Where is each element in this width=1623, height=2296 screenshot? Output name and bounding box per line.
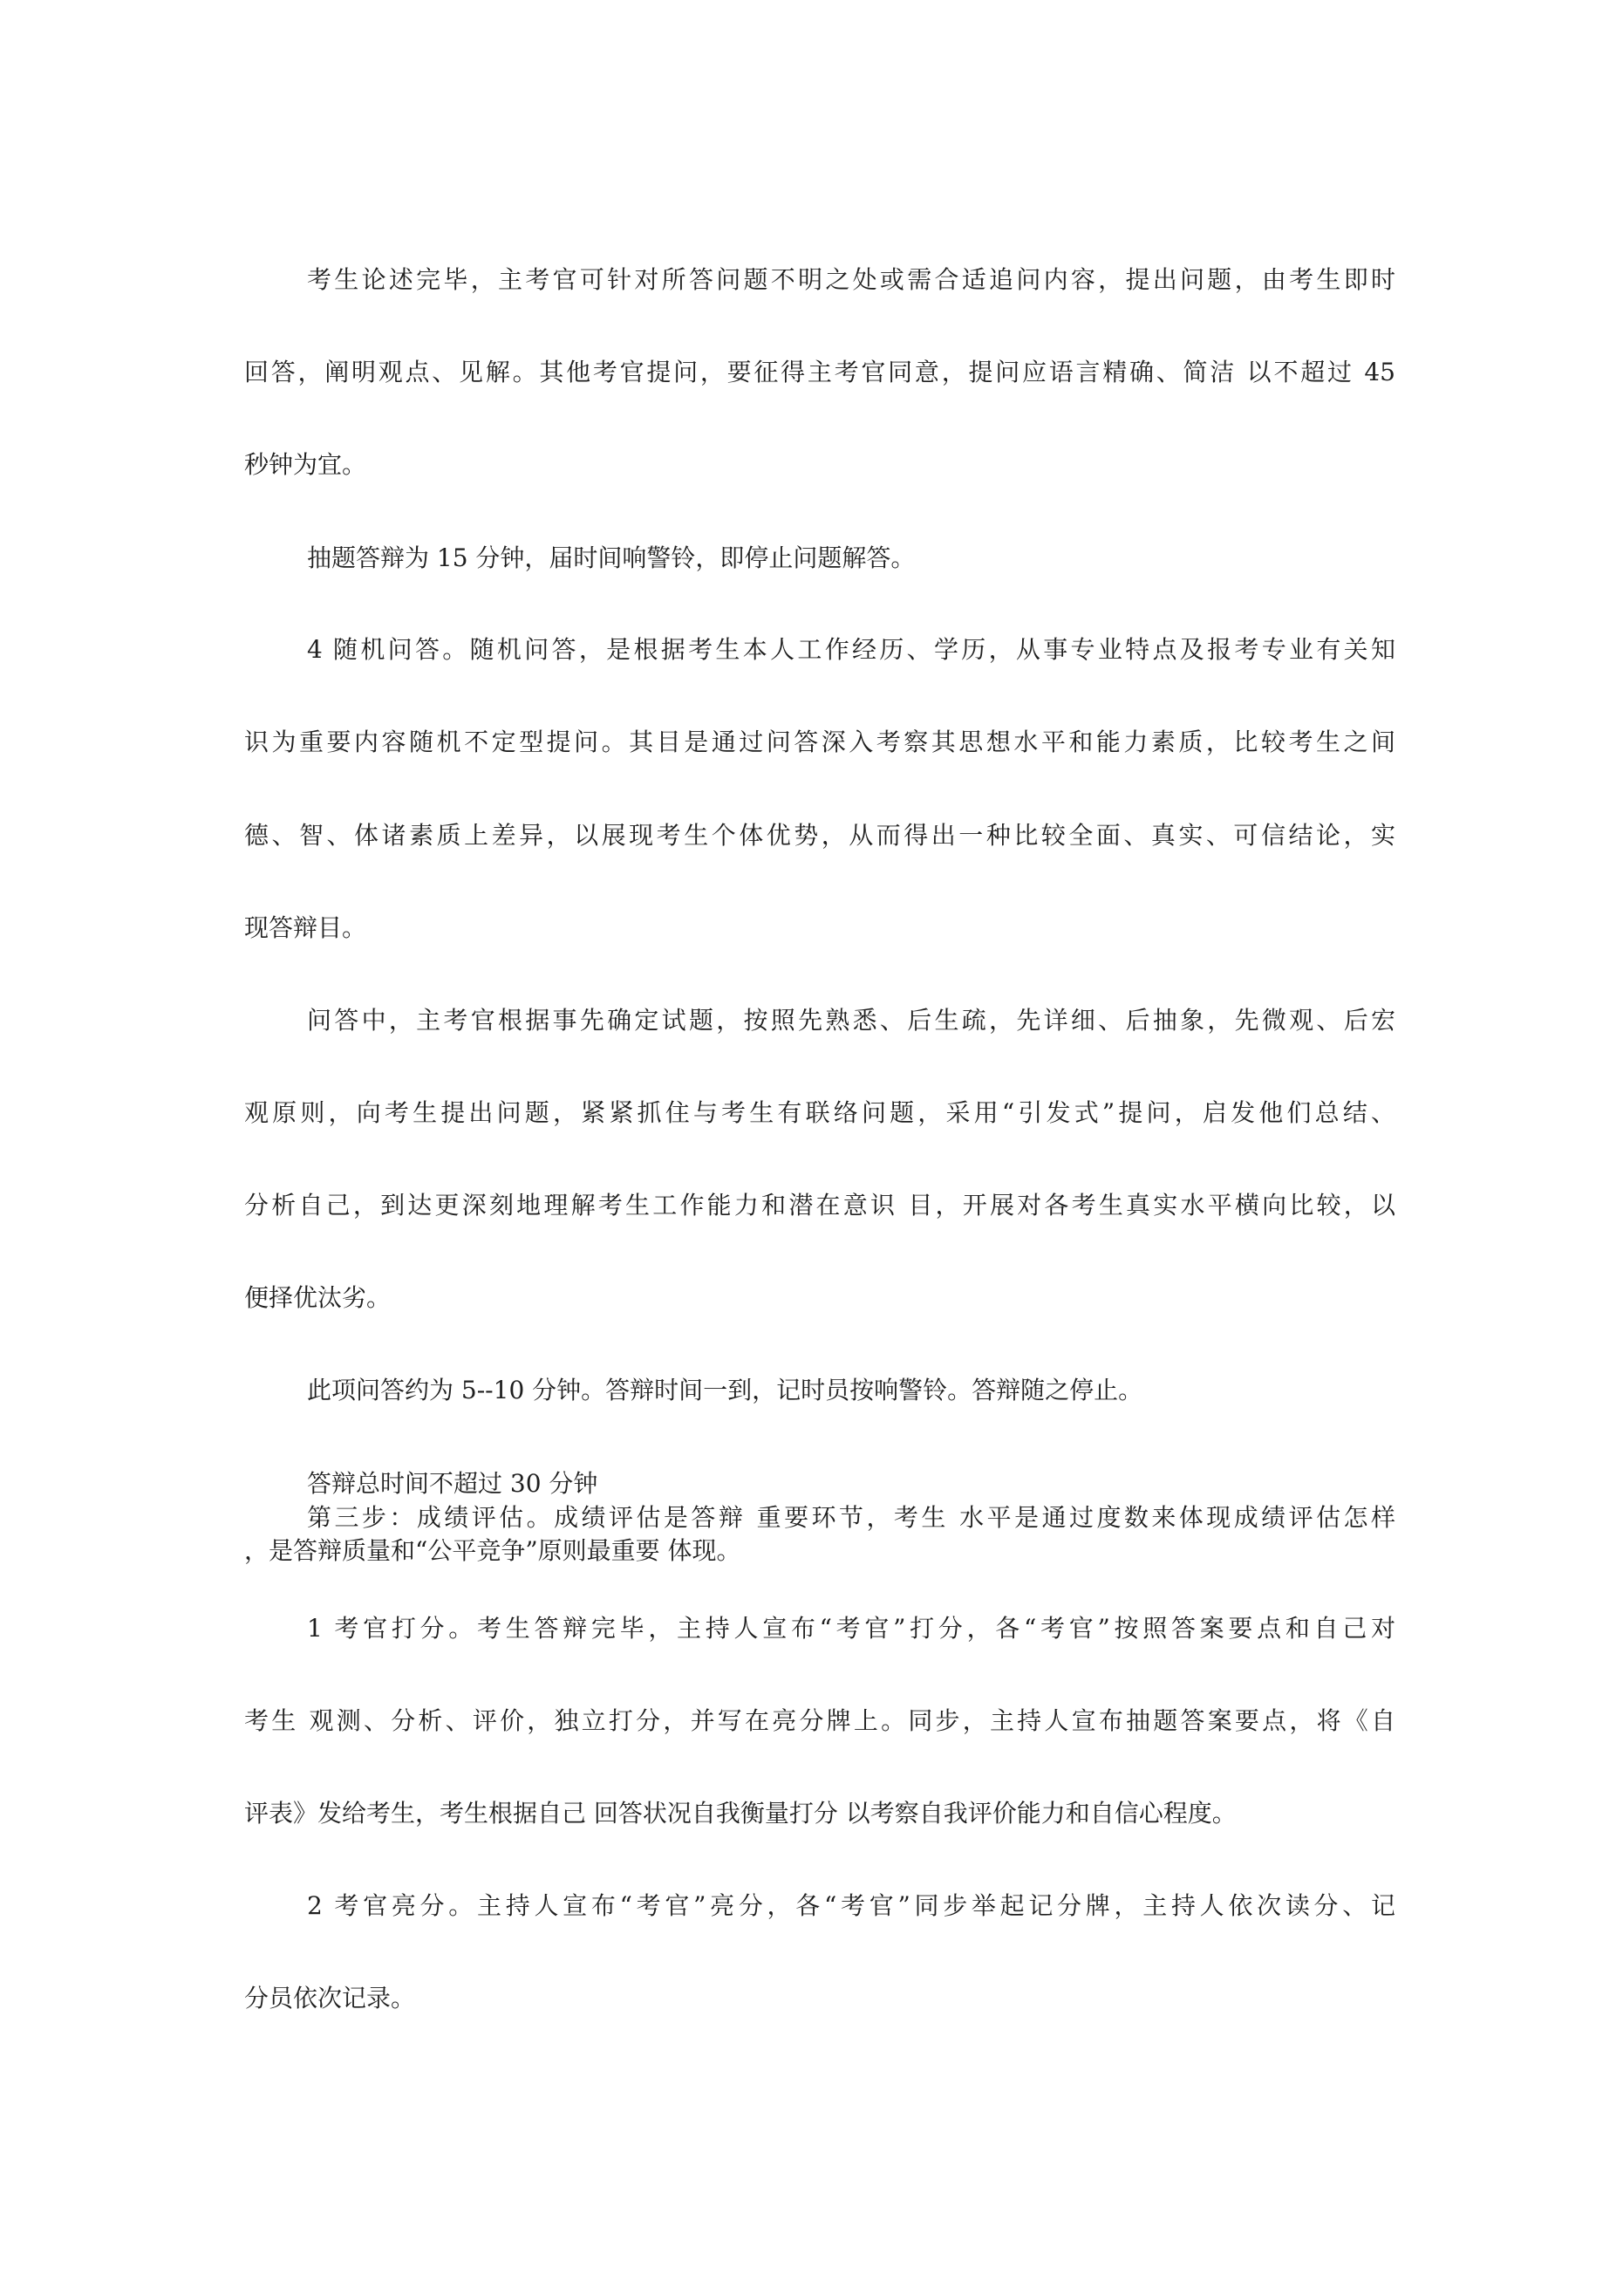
paragraph-8-line-2: 考生 观测、分析、评价，独立打分，并写在亮分牌上。同步，主持人宣布抽题答案要点，将《自 (244, 1706, 1395, 1735)
paragraph-4-line-2: 观原则，向考生提出问题，紧紧抓住与考生有联络问题，采用“引发式”提问，启发他们总结、 (244, 1098, 1395, 1127)
paragraph-1-line-2: 回答，阐明观点、见解。其他考官提问，要征得主考官同意，提问应语言精确、简洁 以不超过 45 (244, 358, 1395, 386)
paragraph-7-line-1: 第三步：成绩评估。成绩评估是答辩 重要环节，考生 水平是通过度数来体现成绩评估怎样 (307, 1503, 1395, 1532)
paragraph-6-line-1: 答辩总时间不超过 30 分钟 (307, 1469, 598, 1498)
paragraph-9-line-1: 2 考官亮分。主持人宣布“考官”亮分，各“考官”同步举起记分牌，主持人依次读分、记 (307, 1891, 1395, 1920)
paragraph-3-line-2: 识为重要内容随机不定型提问。其目是通过问答深入考察其思想水平和能力素质，比较考生之间 (244, 728, 1395, 756)
paragraph-1-line-3: 秒钟为宜。 (244, 450, 367, 479)
paragraph-4-line-1: 问答中，主考官根据事先确定试题，按照先熟悉、后生疏，先详细、后抽象，先微观、后宏 (307, 1006, 1395, 1035)
paragraph-3-line-4: 现答辩目。 (244, 913, 367, 942)
paragraph-4-line-3: 分析自己，到达更深刻地理解考生工作能力和潜在意识 目，开展对各考生真实水平横向比较，以 (244, 1191, 1395, 1220)
paragraph-1-line-1: 考生论述完毕，主考官可针对所答问题不明之处或需合适追问内容，提出问题，由考生即时 (307, 265, 1395, 294)
paragraph-5-line-1: 此项问答约为 5--10 分钟。答辩时间一到，记时员按响警铃。答辩随之停止。 (307, 1376, 1143, 1404)
paragraph-9-line-2: 分员依次记录。 (244, 1984, 416, 2012)
paragraph-8-line-3: 评表》发给考生，考生根据自己 回答状况自我衡量打分 以考察自我评价能力和自信心程度。 (244, 1799, 1237, 1828)
paragraph-7-line-2: ，是答辩质量和“公平竞争”原则最重要 体现。 (244, 1536, 741, 1565)
paragraph-4-line-4: 便择优汰劣。 (244, 1283, 392, 1312)
paragraph-3-line-1: 4 随机问答。随机问答，是根据考生本人工作经历、学历，从事专业特点及报考专业有关知 (307, 635, 1395, 664)
paragraph-3-line-3: 德、智、体诸素质上差异，以展现考生个体优势，从而得出一种比较全面、真实、可信结论，实 (244, 821, 1395, 850)
paragraph-8-line-1: 1 考官打分。考生答辩完毕，主持人宣布“考官”打分，各“考官”按照答案要点和自己对 (307, 1614, 1395, 1643)
paragraph-2-line-1: 抽题答辩为 15 分钟，届时间响警铃，即停止问题解答。 (307, 543, 916, 572)
